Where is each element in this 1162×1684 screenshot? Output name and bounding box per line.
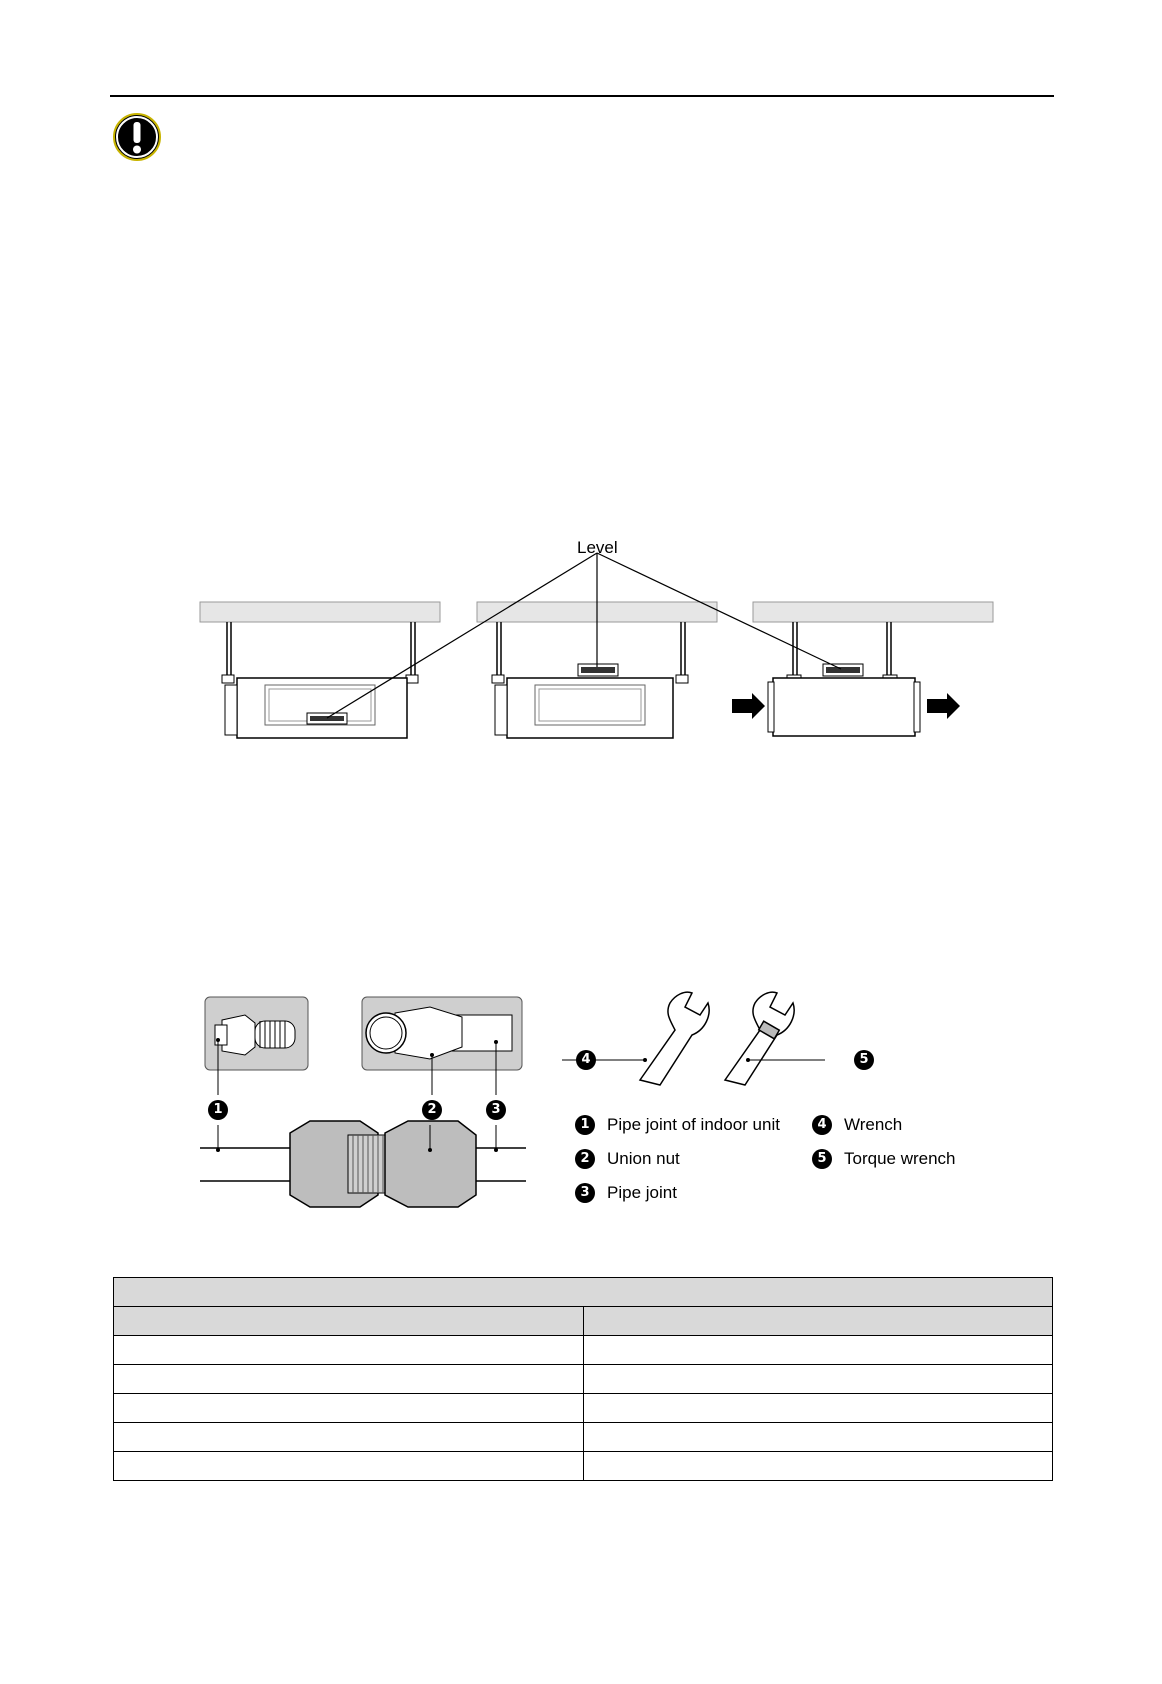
table-row [114,1423,1053,1452]
table-row [114,1452,1053,1481]
airflow-out-arrow-icon [927,693,960,719]
warning-exclamation-icon [112,112,162,162]
legend-number-badge: 5 [812,1149,832,1169]
table-row [114,1365,1053,1394]
ceiling-left [200,602,440,622]
indoor-unit-front-middle [492,622,688,738]
table-row [114,1394,1053,1423]
legend-item [575,1115,780,1135]
legend-item [812,1149,956,1169]
legend-label: Pipe joint of indoor unit [607,1115,780,1134]
wrench-drawing [640,992,709,1085]
table-cell [114,1365,584,1394]
pipe-parts-legend [575,1115,995,1225]
table-cell [583,1423,1053,1452]
table-cell [583,1336,1053,1365]
table-cell [114,1336,584,1365]
indoor-unit-side-right [732,622,960,736]
ceiling-right [753,602,993,622]
torque-wrench-drawing [725,992,794,1085]
table-cell [114,1394,584,1423]
callout-1-badge: 1 [208,1100,228,1120]
legend-item [812,1115,902,1135]
table-cell [583,1365,1053,1394]
level-label: Level [577,538,618,557]
legend-number-badge: 3 [575,1183,595,1203]
legend-label: Wrench [844,1115,903,1134]
table-cell [583,1452,1053,1481]
table-cell [114,1423,584,1452]
callout-5-badge: 5 [854,1050,874,1070]
table-header-cell [583,1307,1053,1336]
table-row [114,1336,1053,1365]
legend-label: Pipe joint [607,1183,677,1202]
legend-item [575,1183,677,1203]
top-rule [110,95,1054,97]
legend-label: Torque wrench [844,1149,956,1168]
legend-number-badge: 4 [812,1115,832,1135]
callout-4-badge: 4 [576,1050,596,1070]
legend-label: Union nut [607,1149,680,1168]
airflow-in-arrow-icon [732,693,765,719]
legend-number-badge: 2 [575,1149,595,1169]
legend-item [575,1149,680,1169]
callout-2-badge: 2 [422,1100,442,1120]
table-cell [114,1452,584,1481]
callout-3-badge: 3 [486,1100,506,1120]
table-header-cell [114,1307,584,1336]
table-cell [583,1394,1053,1423]
legend-number-badge: 1 [575,1115,595,1135]
table-title [114,1278,1053,1307]
torque-table [113,1277,1053,1481]
level-installation-figure [195,535,995,740]
